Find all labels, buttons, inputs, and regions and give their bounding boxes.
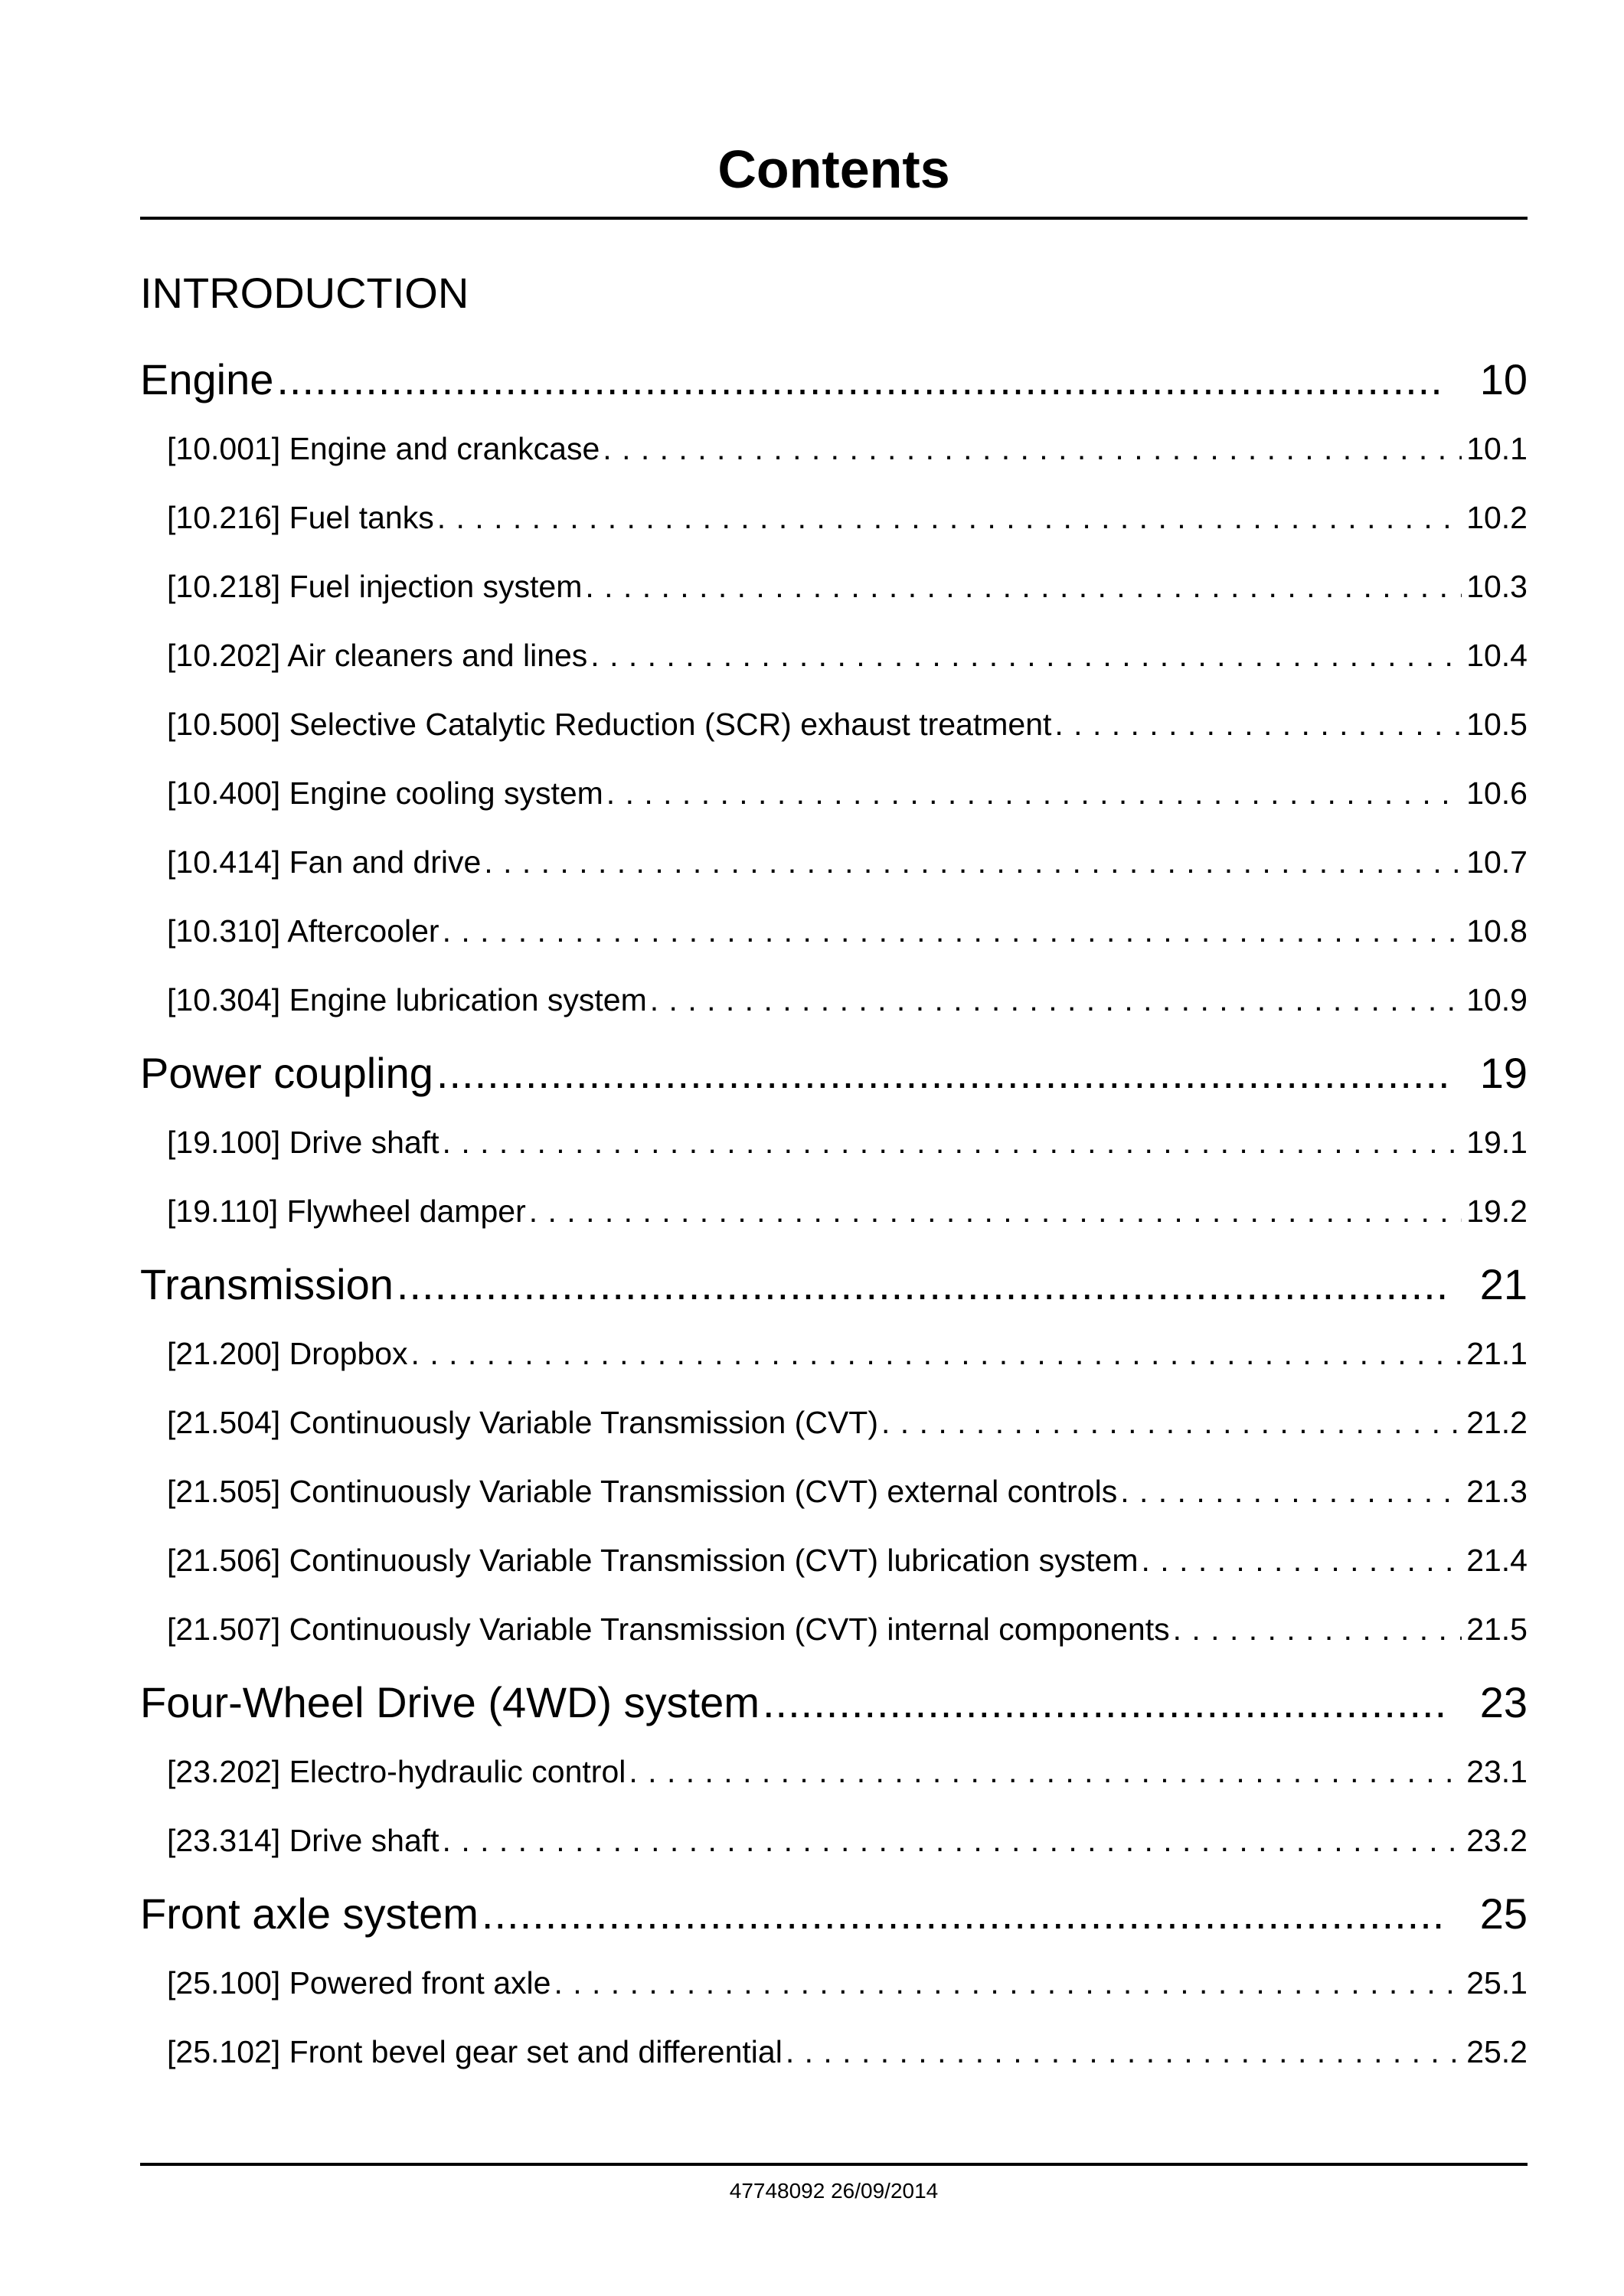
toc-chapter-transmission[interactable] — [140, 1250, 1528, 1319]
section-page-number: 21.3 — [1466, 1474, 1528, 1509]
section-title: [21.507] Continuously Variable Transmission (CVT) internal components — [167, 1612, 1170, 1647]
header-rule — [140, 217, 1528, 220]
chapter-title: Engine — [140, 355, 274, 403]
section-title: [19.110] Flywheel damper — [167, 1194, 526, 1229]
dot-leader — [554, 1948, 1462, 2017]
chapter-title: Transmission — [140, 1260, 394, 1308]
part-heading: INTRODUCTION — [140, 269, 469, 317]
toc-section[interactable] — [140, 1595, 1528, 1664]
section-page-number: 10.4 — [1466, 638, 1528, 673]
section-title: [10.414] Fan and drive — [167, 844, 482, 880]
section-page-number: 19.1 — [1466, 1125, 1528, 1160]
dot-leader — [437, 483, 1462, 552]
dot-leader — [1120, 1457, 1462, 1526]
chapter-page-number: 10 — [1479, 355, 1528, 403]
section-page-number: 21.2 — [1466, 1405, 1528, 1440]
dot-leader — [1173, 1595, 1462, 1664]
section-title: [23.314] Drive shaft — [167, 1823, 439, 1858]
toc-chapter-engine[interactable] — [140, 345, 1528, 414]
section-title: [19.100] Drive shaft — [167, 1125, 439, 1160]
section-title: [25.100] Powered front axle — [167, 1965, 551, 2000]
section-page-number: 10.9 — [1466, 982, 1528, 1017]
dot-leader — [482, 1880, 1446, 1948]
section-title: [21.506] Continuously Variable Transmission (CVT) lubrication system — [167, 1543, 1139, 1578]
section-page-number: 25.2 — [1466, 2034, 1528, 2069]
section-title: [10.202] Air cleaners and lines — [167, 638, 588, 673]
dot-leader — [763, 1668, 1446, 1737]
toc-section[interactable] — [140, 1319, 1528, 1388]
dot-leader — [606, 759, 1462, 828]
toc-section[interactable] — [140, 1457, 1528, 1526]
dot-leader — [397, 1250, 1446, 1319]
dot-leader — [590, 621, 1462, 690]
toc-section[interactable] — [140, 414, 1528, 483]
toc-section[interactable] — [140, 1177, 1528, 1246]
toc-chapter-power-coupling[interactable] — [140, 1039, 1528, 1108]
toc-section[interactable] — [140, 1388, 1528, 1457]
section-page-number: 21.1 — [1466, 1336, 1528, 1371]
section-title: [23.202] Electro-hydraulic control — [167, 1754, 626, 1789]
dot-leader — [603, 414, 1462, 483]
chapter-page-number: 23 — [1479, 1678, 1528, 1726]
section-title: [10.304] Engine lubrication system — [167, 982, 647, 1017]
section-title: [21.200] Dropbox — [167, 1336, 408, 1371]
toc-section[interactable] — [140, 2017, 1528, 2086]
section-page-number: 10.7 — [1466, 844, 1528, 880]
dot-leader — [585, 552, 1462, 621]
chapter-page-number: 19 — [1479, 1049, 1528, 1097]
dot-leader — [1142, 1526, 1462, 1595]
section-title: [21.504] Continuously Variable Transmission (CVT) — [167, 1405, 878, 1440]
section-title: [25.102] Front bevel gear set and differential — [167, 2034, 783, 2069]
dot-leader — [443, 1806, 1462, 1875]
section-title: [21.505] Continuously Variable Transmission (CVT) external controls — [167, 1474, 1118, 1509]
page-title: Contents — [717, 139, 950, 199]
dot-leader — [484, 828, 1462, 897]
section-title: [10.216] Fuel tanks — [167, 500, 434, 535]
footer-doc-id: 47748092 26/09/2014 — [729, 2179, 939, 2203]
section-page-number: 21.5 — [1466, 1612, 1528, 1647]
dot-leader — [786, 2017, 1462, 2086]
dot-leader — [436, 1039, 1446, 1108]
section-title: [10.400] Engine cooling system — [167, 776, 603, 811]
section-page-number: 10.3 — [1466, 569, 1528, 604]
section-page-number: 10.5 — [1466, 707, 1528, 742]
section-page-number: 19.2 — [1466, 1194, 1528, 1229]
toc-section[interactable] — [140, 965, 1528, 1034]
dot-leader — [629, 1737, 1462, 1806]
section-title: [10.500] Selective Catalytic Reduction (SCR) exhaust treatment — [167, 707, 1052, 742]
section-page-number: 23.1 — [1466, 1754, 1528, 1789]
section-title: [10.310] Aftercooler — [167, 913, 439, 949]
dot-leader — [650, 965, 1462, 1034]
toc-section[interactable] — [140, 828, 1528, 897]
table-of-contents — [140, 341, 1528, 2086]
section-page-number: 23.2 — [1466, 1823, 1528, 1858]
toc-chapter-four-wheel-drive[interactable] — [140, 1668, 1528, 1737]
toc-section[interactable] — [140, 552, 1528, 621]
chapter-title: Front axle system — [140, 1889, 479, 1938]
dot-leader — [881, 1388, 1462, 1457]
toc-section[interactable] — [140, 1108, 1528, 1177]
section-page-number: 25.1 — [1466, 1965, 1528, 2000]
toc-chapter-front-axle[interactable] — [140, 1880, 1528, 1948]
dot-leader — [411, 1319, 1462, 1388]
dot-leader — [443, 897, 1462, 965]
toc-section[interactable] — [140, 1948, 1528, 2017]
toc-section[interactable] — [140, 1526, 1528, 1595]
chapter-page-number: 21 — [1479, 1260, 1528, 1308]
dot-leader — [443, 1108, 1462, 1177]
chapter-title: Four-Wheel Drive (4WD) system — [140, 1678, 760, 1726]
section-page-number: 10.6 — [1466, 776, 1528, 811]
section-title: [10.218] Fuel injection system — [167, 569, 583, 604]
chapter-page-number: 25 — [1479, 1889, 1528, 1938]
dot-leader — [1054, 690, 1462, 759]
section-title: [10.001] Engine and crankcase — [167, 431, 600, 466]
toc-section[interactable] — [140, 1737, 1528, 1806]
section-page-number: 21.4 — [1466, 1543, 1528, 1578]
toc-section[interactable] — [140, 483, 1528, 552]
section-page-number: 10.8 — [1466, 913, 1528, 949]
toc-section[interactable] — [140, 690, 1528, 759]
dot-leader — [276, 345, 1446, 414]
dot-leader — [529, 1177, 1462, 1246]
toc-section[interactable] — [140, 1806, 1528, 1875]
document-page — [140, 0, 1528, 2296]
chapter-title: Power coupling — [140, 1049, 433, 1097]
toc-section[interactable] — [140, 621, 1528, 690]
footer-rule — [140, 2163, 1528, 2166]
toc-section[interactable] — [140, 759, 1528, 828]
toc-section[interactable] — [140, 897, 1528, 965]
section-page-number: 10.1 — [1466, 431, 1528, 466]
section-page-number: 10.2 — [1466, 500, 1528, 535]
